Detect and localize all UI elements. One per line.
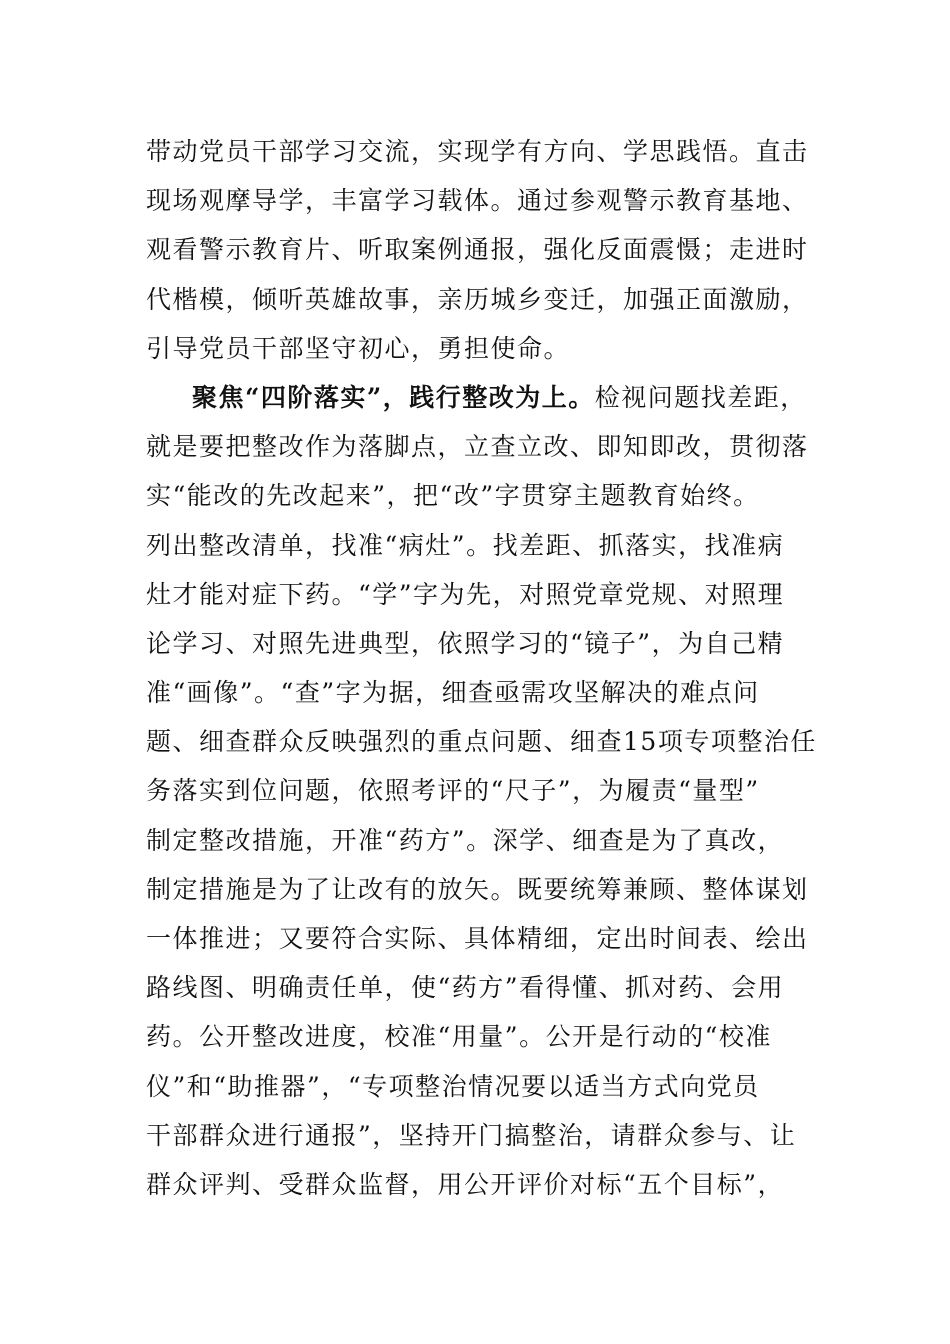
text-line: 灶才能对症下药。“学”字为先，对照党章党规、对照理: [146, 579, 785, 609]
text-line: 现场观摩导学，丰富学习载体。通过参观警示教育基地、: [146, 186, 809, 216]
text-line: 论学习、对照先进典型，依照学习的“镜子”，为自己精: [146, 628, 785, 658]
text-line: 实“能改的先改起来”，把“改”字贯穿主题教育始终。: [146, 481, 760, 511]
text-line: 列出整改清单，找准“病灶”。找差距、抓落实，找准病: [146, 530, 785, 560]
text-line: 准“画像”。“查”字为据，细查亟需攻坚解决的难点问: [146, 678, 760, 708]
text-line: 路线图、明确责任单，使“药方”看得懂、抓对药、会用: [146, 973, 785, 1003]
text-line: 引导党员干部坚守初心，勇担使命。: [146, 333, 571, 363]
text-line: 制定整改措施，开准“药方”。深学、细查是为了真改，: [146, 825, 785, 855]
text-line: 就是要把整改作为落脚点，立查立改、即知即改，贯彻落: [146, 432, 809, 462]
text-line: 带动党员干部学习交流，实现学有方向、学思践悟。直击: [146, 137, 809, 166]
body-text: [146, 127, 826, 1209]
paragraph-lead: 聚焦“四阶落实”，践行整改为上。: [192, 382, 595, 412]
text-line: 观看警示教育片、听取案例通报，强化反面震慑；走进时: [146, 235, 809, 265]
text-segment: 检视问题找差距，: [594, 382, 807, 412]
text-line: 干部群众进行通报”，坚持开门搞整治，请群众参与、让: [146, 1120, 797, 1150]
text-line: 代楷模，倾听英雄故事，亲历城乡变迁，加强正面激励，: [146, 284, 809, 314]
text-line: 群众评判、受群众监督，用公开评价对标“五个目标”，: [146, 1169, 785, 1199]
text-line: 题、细查群众反映强烈的重点问题、细查15项专项整治任: [146, 727, 817, 757]
text-line: 仪”和“助推器”，“专项整治情况要以适当方式向党员: [146, 1071, 760, 1101]
text-line: 制定措施是为了让改有的放矢。既要统筹兼顾、整体谋划: [146, 874, 809, 904]
text-line: 一体推进；又要符合实际、具体精细，定出时间表、绘出: [146, 924, 809, 953]
text-line: 务落实到位问题，依照考评的“尺子”，为履责“量型”: [146, 776, 760, 806]
text-line: 药。公开整改进度，校准“用量”。公开是行动的“校准: [146, 1022, 772, 1052]
paragraph-start-line: [146, 373, 826, 422]
